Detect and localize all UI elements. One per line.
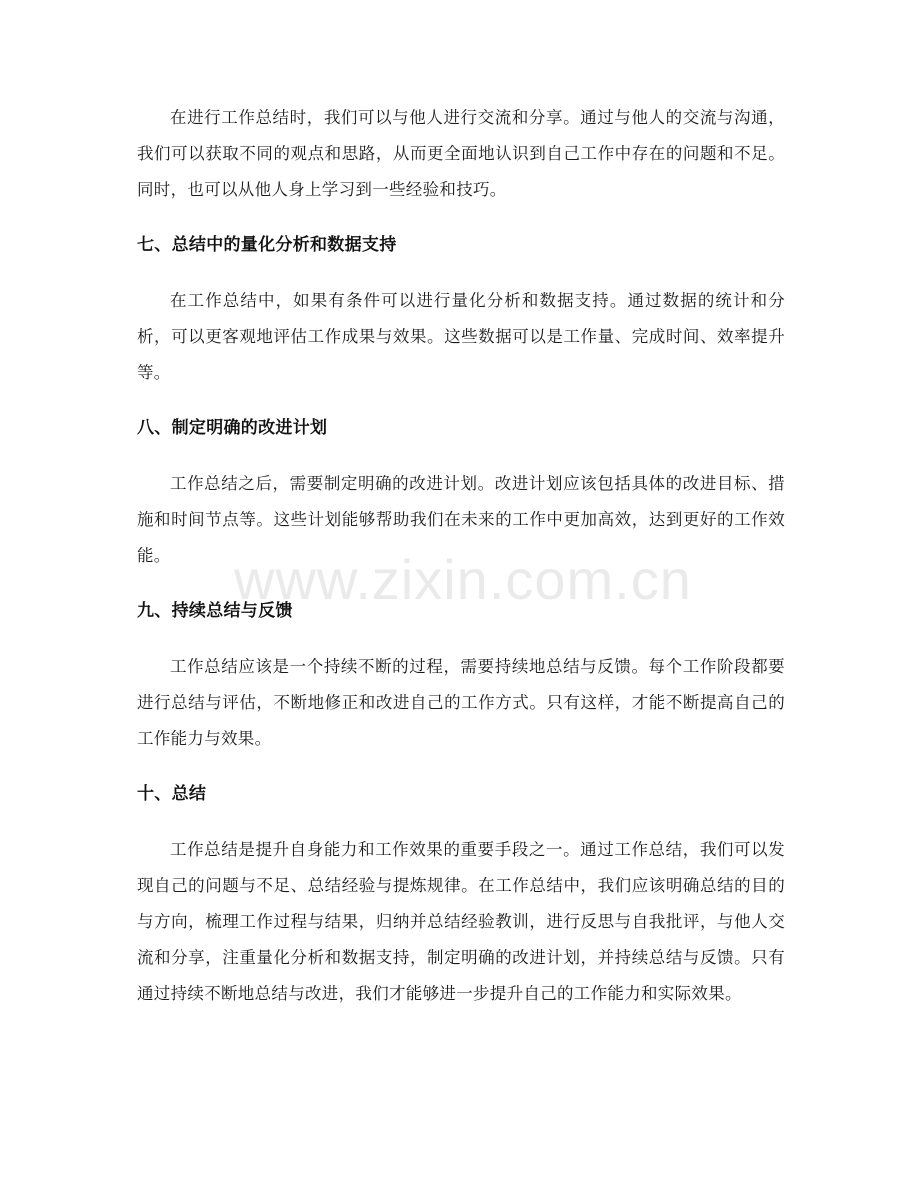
section-body-8: 工作总结之后，需要制定明确的改进计划。改进计划应该包括具体的改进目标、措施和时间节点等。这些计划能够帮助我们在未来的工作中更加高效，达到更好的工作效能。: [137, 474, 785, 565]
section-heading-10: 十、总结: [137, 784, 207, 804]
document-body: [137, 100, 785, 1012]
spacer: [137, 629, 785, 649]
section-body-9: 工作总结应该是一个持续不断的过程，需要持续地总结与反馈。每个工作阶段都要进行总结与评估，不断地修正和改进自己的工作方式。只有这样，才能不断提高自己的工作能力与效果。: [137, 657, 785, 748]
section-heading-8: 八、制定明确的改进计划: [137, 418, 328, 438]
spacer: [137, 757, 785, 776]
spacer: [137, 574, 785, 593]
section-body-10: 工作总结是提升自身能力和工作效果的重要手段之一。通过工作总结，我们可以发现自己的问题与不足、总结经验与提炼规律。在工作总结中，我们应该明确总结的目的与方向，梳理工作过程与结果，归纳并总结经验教训，进行反思与自我批评，与他人交流和分享，注重量化分析和数据支持，制定明确的改进计划，并持续总结与反馈。只有通过持续不断地总结与改进，我们才能够进一步提升自己的工作能力和实际效果。: [137, 840, 785, 1003]
section-heading-7: 七、总结中的量化分析和数据支持: [137, 235, 397, 255]
section-heading-9: 九、持续总结与反馈: [137, 601, 293, 621]
spacer: [137, 263, 785, 283]
spacer: [137, 208, 785, 227]
spacer: [137, 391, 785, 410]
spacer: [137, 446, 785, 466]
section-body-7: 在工作总结中，如果有条件可以进行量化分析和数据支持。通过数据的统计和分析，可以更客观地评估工作成果与效果。这些数据可以是工作量、完成时间、效率提升等。: [137, 291, 785, 382]
spacer: [137, 812, 785, 832]
watermark: www.zixin.com.cn: [234, 548, 692, 611]
intro-paragraph: 在进行工作总结时，我们可以与他人进行交流和分享。通过与他人的交流与沟通，我们可以获取不同的观点和思路，从而更全面地认识到自己工作中存在的问题和不足。同时，也可以从他人身上学习到一些经验和技巧。: [137, 108, 785, 199]
